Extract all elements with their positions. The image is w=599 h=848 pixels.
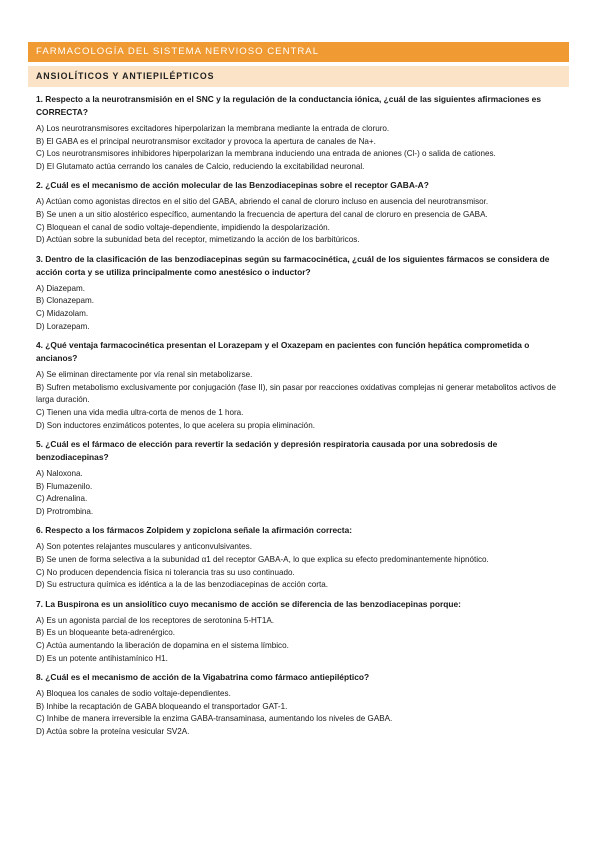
question-4 [36, 339, 566, 432]
option-b: B) Se unen de forma selectiva a la subunidad α1 del receptor GABA-A, lo que explica su efecto predominantemente hipnótico. [36, 555, 489, 565]
question-text: 7. La Buspirona es un ansiolítico cuyo mecanismo de acción se diferencia de las benzodiacepinas porque: [36, 598, 461, 609]
question-text: 4. ¿Qué ventaja farmacocinética presentan el Lorazepam y el Oxazepam en pacientes con función hepática comprometida o ancianos? [36, 340, 530, 364]
question-5 [36, 438, 566, 518]
option-c: C) Adrenalina. [36, 494, 88, 504]
question-text: 1. Respecto a la neurotransmisión en el SNC y la regulación de la conductancia iónica, ¿cuál de las siguientes afirmaciones es CORRECTA? [36, 94, 541, 117]
chapter-header: FARMACOLOGÍA DEL SISTEMA NERVIOSO CENTRAL [28, 42, 569, 62]
option-b: B) Sufren metabolismo exclusivamente por conjugación (fase II), sin pasar por reacciones oxidativas complejas ni generar metabolitos activos de larga duración. [36, 382, 557, 405]
option-b: B) Clonazepam. [36, 296, 95, 306]
option-c: C) Midazolam. [36, 308, 89, 318]
question-text: 6. Respecto a los fármacos Zolpidem y zopiclona señale la afirmación correcta: [36, 525, 353, 536]
option-d: D) Protrombina. [36, 506, 94, 516]
option-c: C) Actúa aumentando la liberación de dopamina en el sistema límbico. [36, 641, 289, 651]
question-3 [36, 253, 566, 333]
option-a: A) Diazepam. [36, 283, 86, 293]
option-c: C) Tienen una vida media ultra-corta de menos de 1 hora. [36, 407, 244, 417]
option-a: A) Es un agonista parcial de los receptores de serotonina 5-HT1A. [36, 615, 274, 625]
option-c: C) Los neurotransmisores inhibidores hiperpolarizan la membrana induciendo una entrada de aniones (Cl-) o salida de cationes. [36, 149, 496, 159]
option-a: A) Actúan como agonistas directos en el sitio del GABA, abriendo el canal de cloruro incluso en ausencia del neurotransmisor. [36, 197, 489, 207]
option-c: C) Bloquean el canal de sodio voltaje-dependiente, impidiendo la despolarización. [36, 222, 330, 232]
question-text: 5. ¿Cuál es el fármaco de elección para revertir la sedación y depresión respiratoria causada por una sobredosis de benzodiacepinas? [36, 439, 498, 463]
question-6 [36, 524, 566, 591]
option-d: D) Actúa sobre la proteína vesicular SV2A. [36, 727, 190, 736]
section-header: ANSIOLÍTICOS Y ANTIEPILÉPTICOS [28, 66, 569, 87]
questions-list [36, 93, 566, 745]
option-a: A) Los neurotransmisores excitadores hiperpolarizan la membrana mediante la entrada de cloruro. [36, 124, 390, 133]
question-text: 8. ¿Cuál es el mecanismo de acción de la Vigabatrina como fármaco antiepiléptico? [36, 672, 370, 683]
option-b: B) El GABA es el principal neurotransmisor excitador y provoca la apertura de canales de Na+. [36, 136, 376, 146]
question-2 [36, 179, 566, 246]
option-d: D) Es un potente antihistamínico H1. [36, 653, 168, 663]
option-a: A) Bloquea los canales de sodio voltaje-dependientes. [36, 689, 231, 699]
option-a: A) Naloxona. [36, 469, 83, 479]
option-b: B) Se unen a un sitio alostérico específico, aumentando la frecuencia de apertura del canal de cloruro en presencia de GABA. [36, 209, 488, 219]
question-text: 2. ¿Cuál es el mecanismo de acción molecular de las Benzodiacepinas sobre el receptor GABA-A? [36, 180, 429, 191]
question-8 [36, 671, 566, 738]
option-d: D) Actúan sobre la subunidad beta del receptor, mimetizando la acción de los barbitúricos. [36, 235, 360, 245]
option-d: D) Lorazepam. [36, 321, 90, 331]
option-b: B) Inhibe la recaptación de GABA bloqueando el transportador GAT-1. [36, 701, 288, 711]
option-d: D) El Glutamato actúa cerrando los canales de Calcio, reduciendo la excitabilidad neuronal. [36, 161, 365, 171]
question-text: 3. Dentro de la clasificación de las benzodiacepinas según su farmacocinética, ¿cuál de los siguientes fármacos se considera de acción corta y se utiliza principalmente como anestésico o inductor? [36, 253, 550, 277]
option-a: A) Son potentes relajantes musculares y anticonvulsivantes. [36, 542, 252, 552]
option-c: C) Inhibe de manera irreversible la enzima GABA-transaminasa, aumentando los niveles de GABA. [36, 714, 393, 724]
option-d: D) Son inductores enzimáticos potentes, lo que acelera su propia eliminación. [36, 420, 315, 430]
question-7 [36, 598, 566, 665]
question-1 [36, 93, 566, 173]
option-b: B) Es un bloqueante beta-adrenérgico. [36, 628, 176, 638]
option-c: C) No producen dependencia física ni tolerancia tras su uso continuado. [36, 567, 295, 577]
option-a: A) Se eliminan directamente por vía renal sin metabolizarse. [36, 370, 253, 380]
option-d: D) Su estructura química es idéntica a la de las benzodiacepinas de acción corta. [36, 580, 328, 590]
option-b: B) Flumazenilo. [36, 481, 93, 491]
